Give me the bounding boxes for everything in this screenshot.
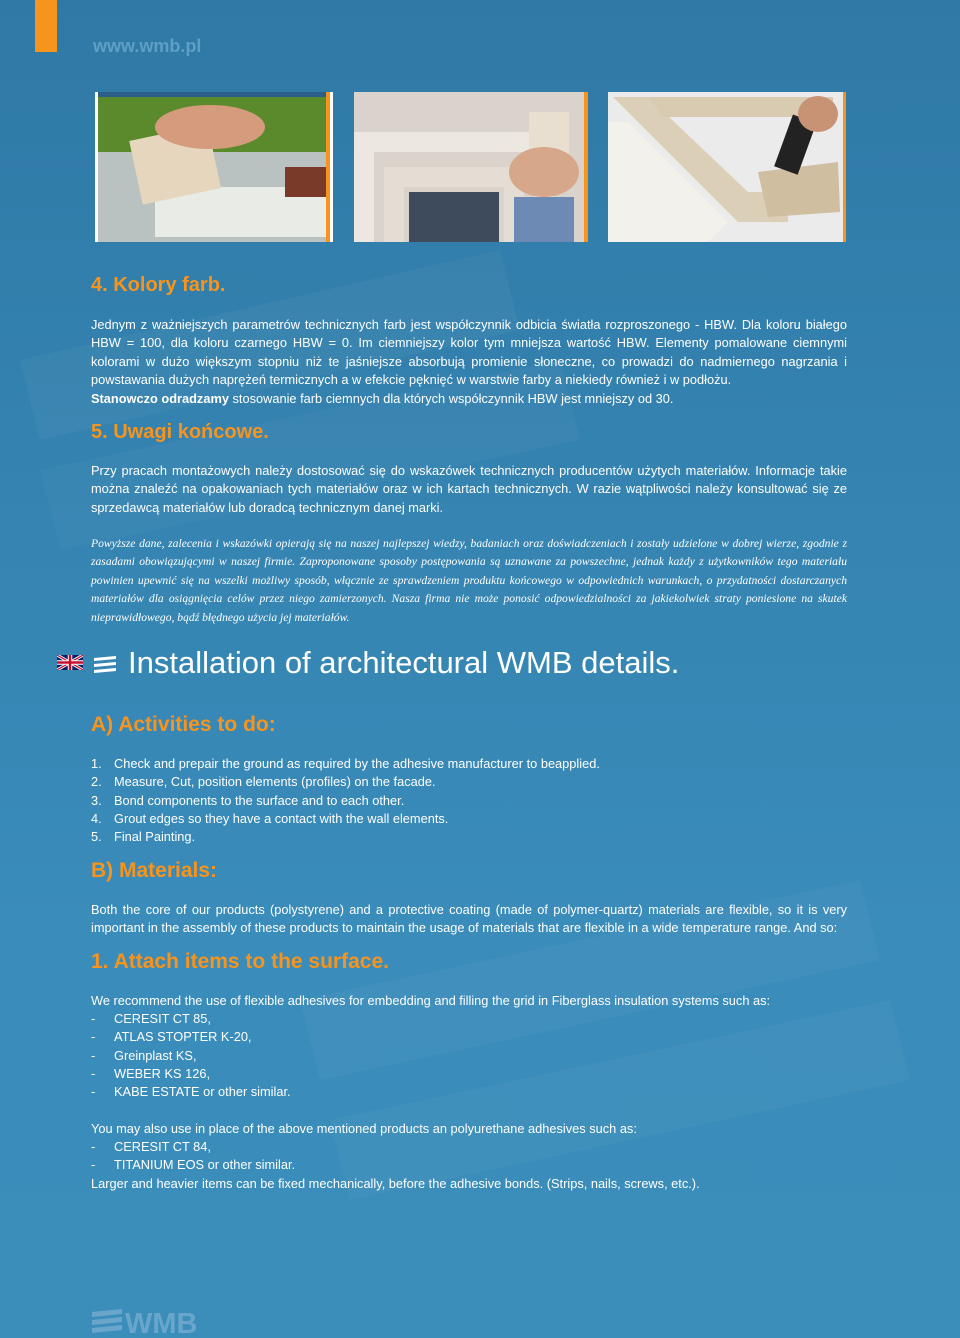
materials-heading: B) Materials: [91,859,218,882]
wmb-stripes-icon [92,654,118,676]
list-item: 4. Grout edges so they have a contact with the wall elements. [91,810,449,826]
recommend-intro: We recommend the use of flexible adhesives for embedding and filling the grid in Fiberglass insulation systems such as: [91,993,771,1008]
section-5-paragraph: Przy pracach montażowych należy dostosować się do wskazówek technicznych producentów użytych materiałów. Informacje takie można znaleźć na opakowaniach tych materiałów oraz w ich kartach technicznych. W razie wątpliwości należy konsultować się ze sprzedawcą materiałów lub doradcą technicznym danej marki. [91,463,847,515]
orange-tab-marker [35,0,57,52]
materials-paragraph: Both the core of our products (polystyrene) and a protective coating (made of polymer-quartz) materials are flexible, so it is very important in the assembly of these products to maintain the usage of materials that are flexible in a wide temperature range. And so: [91,902,847,936]
list-item: - TITANIUM EOS or other similar. [91,1157,296,1173]
photo-window-frame-installation-icon [354,92,588,242]
photo-3 [608,92,846,242]
list-item: - WEBER KS 126, [91,1065,211,1081]
logo-text: WMB [125,1308,198,1336]
list-item: 3. Bond components to the surface and to each other. [91,792,405,808]
section-4-emphasis-rest: stosowanie farb ciemnych dla których współczynnik HBW jest mniejszy od 30. [228,390,674,406]
adhesives-list [91,1010,851,1101]
attach-heading: 1. Attach items to the surface. [91,950,389,973]
list-item: 2. Measure, Cut, position elements (profiles) on the facade. [91,774,436,790]
list-item: - KABE ESTATE or other similar. [91,1084,291,1100]
list-item: 1. Check and prepair the ground as required by the adhesive manufacturer to beapplied. [91,756,600,771]
list-item: - ATLAS STOPTER K-20, [91,1029,252,1045]
disclaimer-text: Powyższe dane, zalecenia i wskazówki opierają się na naszej najlepszej wiedzy, badaniach oraz doświadczeniach i zostały udzielone w dobrej wierze, zgodnie z zasadami obowiązującymi w naszej firmie. Zaproponowane sposoby postępowania są uznawane za powszechne, jednak każdy z użytkowników tego materiału powinien upewnić się na wszelki możliwy sposób, włącznie ze sprawdzeniem produktu końcowego w odpowiednich warunkach, o przydatności dostarczanych materiałów dla osiągnięcia celów przez niego zamierzonych. Nasza firma nie może ponosić odpowiedzialności za jakiekolwiek straty poniesione na skutek nieprawidłowego, bądź błędnego użycia jej materiałów. [91,537,847,624]
photo-1 [95,92,333,242]
list-item: - CERESIT CT 84, [91,1139,211,1154]
english-title: Installation of architectural WMB details. [128,645,680,680]
website-url[interactable]: www.wmb.pl [93,36,202,56]
section-4-paragraph [91,316,847,408]
polyurethane-intro: You may also use in place of the above mentioned products an polyurethane adhesives such as: [91,1121,637,1136]
section-5-heading: 5. Uwagi końcowe. [91,421,269,443]
polyurethane-list [91,1138,851,1175]
photo-hand-holding-block-icon [95,92,333,242]
section-4-heading: 4. Kolory farb. [91,274,226,296]
wmb-logo [92,1306,204,1336]
list-item: - Greinplast KS, [91,1047,197,1063]
list-item: 5. Final Painting. [91,829,196,845]
section-4-emphasis: Stanowczo odradzamy [91,390,229,406]
activities-list [91,755,851,846]
activities-heading: A) Activities to do: [91,713,276,736]
list-item: - CERESIT CT 85, [91,1011,211,1026]
uk-flag-icon [57,655,83,670]
closing-text: Larger and heavier items can be fixed mechanically, before the adhesive bonds. (Strips, nails, screws, etc.). [91,1176,700,1191]
photo-2 [354,92,588,242]
photo-cornice-profile-applying-icon [608,92,846,242]
section-4-text: Jednym z ważniejszych parametrów technicznych farb jest współczynnik odbicia światła rozproszonego - HBW. Dla koloru białego HBW = 100, dla koloru czarnego HBW = 0. Im ciemniejszy kolor tym mniejsza wartość HBW. Elementy pomalowane ciemnymi kolorami w dużo większym stopniu niż te jaśniejsze absorbują promienie słoneczne, co prowadzi do nadmiernego nagrzania i powstawania dużych naprężeń termicznych a w efekcie pęknięć w warstwie farby a niekiedy również i w podłożu. [91,317,847,388]
